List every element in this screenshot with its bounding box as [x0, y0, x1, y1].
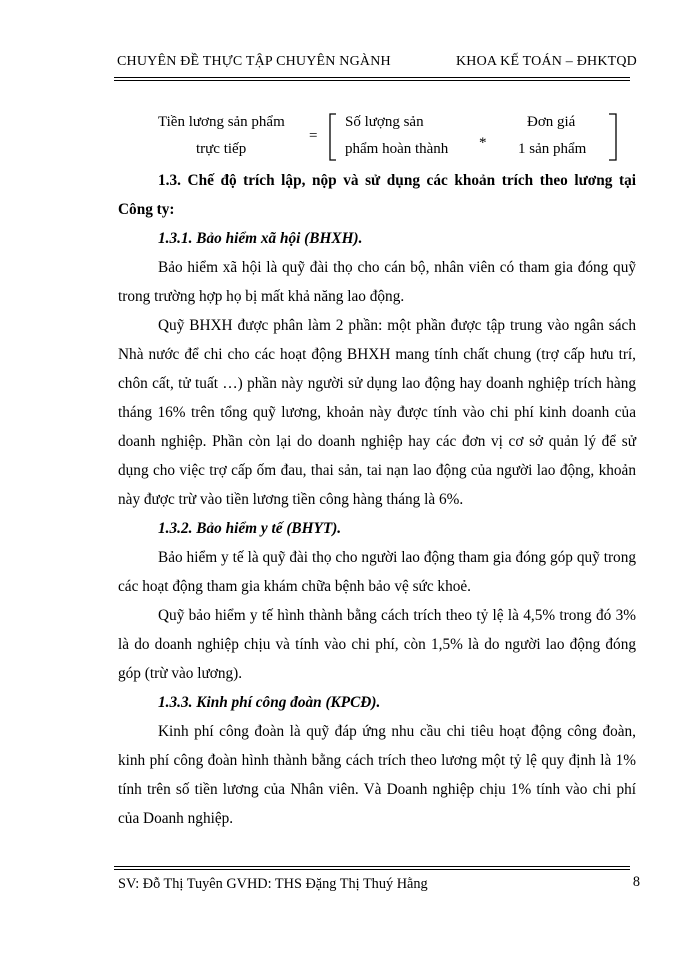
- formula-equals: =: [309, 128, 318, 144]
- section-1-3-3-title: 1.3.3. Kinh phí công đoàn (KPCĐ).: [158, 694, 381, 711]
- header-rule-double: [114, 80, 630, 81]
- bhyt-paragraph-2: Quỹ bảo hiểm y tế hình thành bằng cách trích theo tỷ lệ là 4,5% trong đó 3% là do doanh nghiệp chịu và tính vào chi phí, còn 1,5% là do người lao động đóng góp (trừ vào lương).: [118, 607, 636, 682]
- formula-term1-line2: phẩm hoàn thành: [345, 141, 449, 157]
- header-rule: [114, 77, 630, 78]
- bhxh-paragraph-2: Quỹ BHXH được phân làm 2 phần: một phần được tập trung vào ngân sách Nhà nước để chi cho các hoạt động BHXH mang tính chất chung (trợ cấp hưu trí, chôn cất, tử tuất …) phần này người sử dụng lao động hay doanh nghiệp trích hàng tháng 16% trên tổng quỹ lương, khoản này được tính vào chi phí kinh doanh của doanh nghiệp. Phần còn lại do doanh nghiệp hay các đơn vị cơ sở quản lý để sử dụng cho việc trợ cấp ốm đau, thai sản, tai nạn lao động của người lao động, khoản này được trừ vào tiền lương tiền công hàng tháng là 6%.: [118, 317, 636, 508]
- section-1-3-title: 1.3. Chế độ trích lập, nộp và sử dụng các khoản trích theo lương tại Công ty:: [118, 172, 636, 218]
- formula-term1-line1: Số lượng sản: [345, 114, 424, 130]
- page-number: 8: [632, 874, 640, 890]
- formula-term2-line1: Đơn giá: [527, 114, 576, 130]
- footer-student-info: SV: Đỗ Thị Tuyên GVHD: THS Đặng Thị Thuý Hằng: [118, 876, 428, 892]
- bhxh-paragraph-1: Bảo hiểm xã hội là quỹ đài thọ cho cán bộ, nhân viên có tham gia đóng quỹ trong trường hợp họ bị mất khả năng lao động.: [118, 259, 636, 305]
- right-bracket: [608, 113, 620, 163]
- document-body: [118, 166, 636, 833]
- formula-lhs-line1: Tiền lương sản phẩm: [158, 114, 285, 130]
- section-1-3-2-title: 1.3.2. Bảo hiểm y tế (BHYT).: [158, 520, 342, 537]
- footer-rule: [114, 866, 630, 867]
- section-1-3-1-title: 1.3.1. Bảo hiểm xã hội (BHXH).: [158, 230, 363, 247]
- formula-multiply: *: [479, 135, 487, 151]
- bhyt-paragraph-1: Bảo hiểm y tế là quỹ đài thọ cho người lao động tham gia đóng góp quỹ trong các hoạt động tham gia khám chữa bệnh bảo vệ sức khoẻ.: [118, 549, 636, 595]
- header-right-title: KHOA KẾ TOÁN – ĐHKTQD: [455, 54, 637, 69]
- header-left-title: CHUYÊN ĐỀ THỰC TẬP CHUYÊN NGÀNH: [117, 54, 391, 69]
- salary-formula: [0, 110, 700, 166]
- footer-rule-double: [114, 869, 630, 870]
- left-bracket: [326, 113, 338, 163]
- kpcd-paragraph-1: Kinh phí công đoàn là quỹ đáp ứng nhu cầu chi tiêu hoạt động công đoàn, kinh phí công đoàn hình thành bằng cách trích theo lương một tỷ lệ quy định là 1% tính trên số tiền lương của Nhân viên. Và Doanh nghiệp chịu 1% tính vào chi phí của Doanh nghiệp.: [118, 723, 636, 827]
- formula-lhs-line2: trực tiếp: [196, 141, 247, 157]
- formula-term2-line2: 1 sản phẩm: [518, 141, 587, 157]
